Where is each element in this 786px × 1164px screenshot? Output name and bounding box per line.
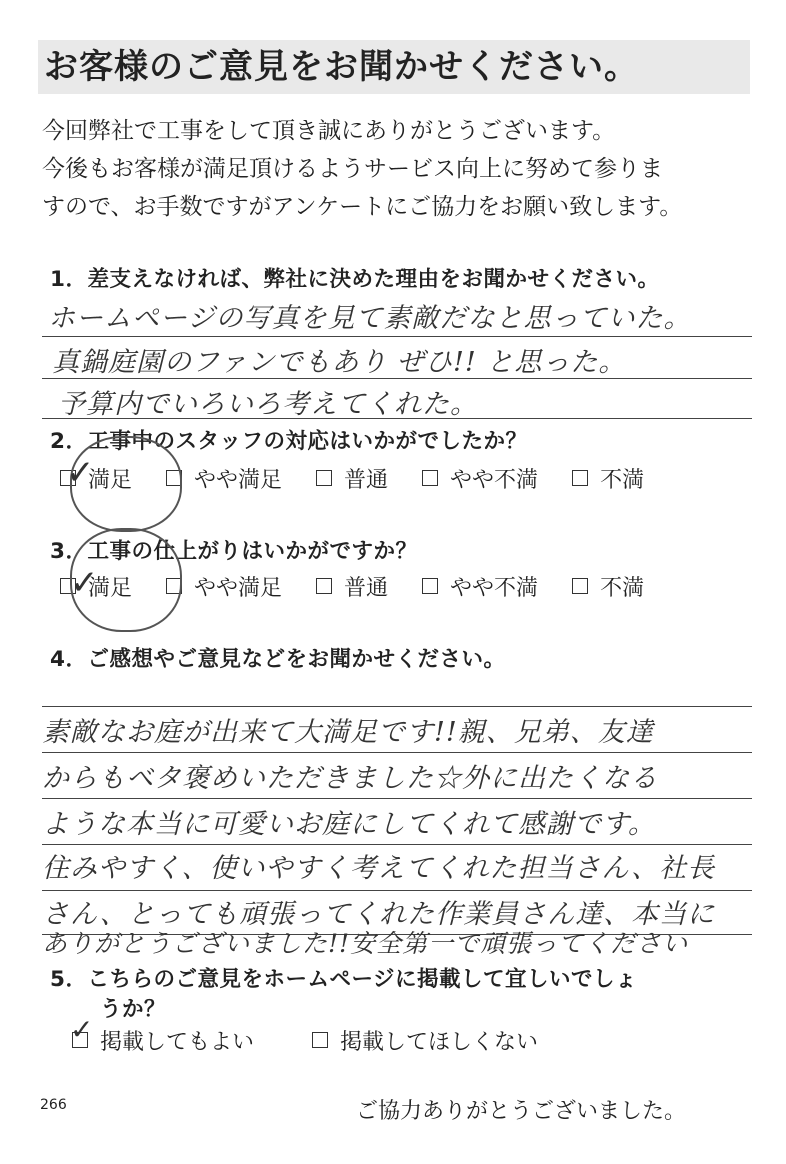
option-label: 普通 xyxy=(344,575,389,601)
q5-option-allow[interactable] xyxy=(72,1025,254,1056)
answer-rule xyxy=(42,844,752,845)
question-2-label: 2．工事中のスタッフの対応はいかがでしたか？ xyxy=(50,429,528,454)
q4-answer-line: ありがとうございました!!安全第一で頑張ってください xyxy=(42,929,689,958)
q4-answer-line: さん、とっても頑張ってくれた作業員さん達、本当に xyxy=(42,899,716,930)
intro-text xyxy=(42,112,762,226)
q5-options xyxy=(72,1020,772,1060)
q3-option-somewhat-unsatisfied[interactable] xyxy=(422,571,538,602)
checkbox[interactable] xyxy=(312,1032,328,1048)
q4-answer-line: 素敵なお庭が出来て大満足です!!親、兄弟、友達 xyxy=(42,717,654,748)
q5-option-deny[interactable] xyxy=(312,1025,538,1056)
option-label: 掲載してほしくない xyxy=(340,1029,539,1055)
q3-option-somewhat-satisfied[interactable] xyxy=(166,571,282,602)
q3-option-neutral[interactable] xyxy=(316,571,388,602)
q1-answer-line: 予算内でいろいろ考えてくれた。 xyxy=(58,389,478,420)
checkbox[interactable] xyxy=(422,470,438,486)
q1-answer-line: 真鍋庭園のファンでもあり ぜひ!! と思った。 xyxy=(52,347,627,378)
intro-line: 今後もお客様が満足頂けるようサービス向上に努めて参りま xyxy=(42,156,663,182)
option-label: やや不満 xyxy=(450,575,539,601)
q1-answer-line: ホームページの写真を見て素敵だなと思っていた。 xyxy=(48,303,692,334)
closing-thanks: ご協力ありがとうございました。 xyxy=(356,1099,687,1124)
question-5-label: 5．こちらのご意見をホームページに掲載して宜しいでしょ xyxy=(50,967,638,992)
intro-line: すので、お手数ですがアンケートにご協力をお願い致します。 xyxy=(42,194,683,220)
answer-rule xyxy=(42,752,752,753)
q2-options xyxy=(60,453,760,498)
checkbox[interactable] xyxy=(572,470,588,486)
option-label: やや満足 xyxy=(194,467,283,493)
answer-rule xyxy=(42,378,752,379)
q2-option-unsatisfied[interactable] xyxy=(572,463,644,494)
intro-line: 今回弊社で工事をして頂き誠にありがとうございます。 xyxy=(42,118,616,144)
page-number: 266 xyxy=(40,1097,67,1113)
q4-answer-line: 住みやすく、使いやすく考えてくれた担当さん、社長 xyxy=(42,853,716,884)
checkbox[interactable] xyxy=(572,578,588,594)
question-5-label-continued: うか？ xyxy=(100,997,167,1022)
option-label: 満足 xyxy=(88,467,133,493)
checkbox[interactable] xyxy=(166,578,182,594)
option-label: 掲載してもよい xyxy=(100,1029,255,1055)
q4-answer-line: からもベタ褒めいただきました☆外に出たくなる xyxy=(42,763,658,794)
q3-option-unsatisfied[interactable] xyxy=(572,571,644,602)
checkbox[interactable] xyxy=(422,578,438,594)
answer-rule xyxy=(42,890,752,891)
answer-rule xyxy=(42,798,752,799)
q4-answer-line: ような本当に可愛いお庭にしてくれて感謝です。 xyxy=(42,809,656,840)
q2-option-neutral[interactable] xyxy=(316,463,388,494)
option-label: やや満足 xyxy=(194,575,283,601)
checkbox[interactable] xyxy=(316,470,332,486)
option-label: やや不満 xyxy=(450,467,539,493)
checkbox[interactable] xyxy=(166,470,182,486)
option-label: 普通 xyxy=(344,467,389,493)
q2-option-somewhat-satisfied[interactable] xyxy=(166,463,282,494)
option-label: 不満 xyxy=(600,575,645,601)
q2-option-somewhat-unsatisfied[interactable] xyxy=(422,463,538,494)
page-title: お客様のご意見をお聞かせください。 xyxy=(38,40,750,94)
answer-rule xyxy=(42,336,752,337)
option-label: 満足 xyxy=(88,575,133,601)
question-1-label: 1．差支えなければ、弊社に決めた理由をお聞かせください。 xyxy=(50,267,660,292)
answer-rule xyxy=(42,418,752,419)
answer-rule xyxy=(42,706,752,707)
option-label: 不満 xyxy=(600,467,645,493)
check-mark-icon: ✓ xyxy=(70,563,99,603)
question-4-label: 4．ご感想やご意見などをお聞かせください。 xyxy=(50,647,506,672)
check-mark-icon: ✓ xyxy=(66,453,95,493)
q3-options xyxy=(60,563,760,606)
question-3-label: 3．工事の仕上がりはいかがですか？ xyxy=(50,539,418,564)
checkbox[interactable] xyxy=(316,578,332,594)
check-mark-icon: ✓ xyxy=(70,1013,94,1046)
